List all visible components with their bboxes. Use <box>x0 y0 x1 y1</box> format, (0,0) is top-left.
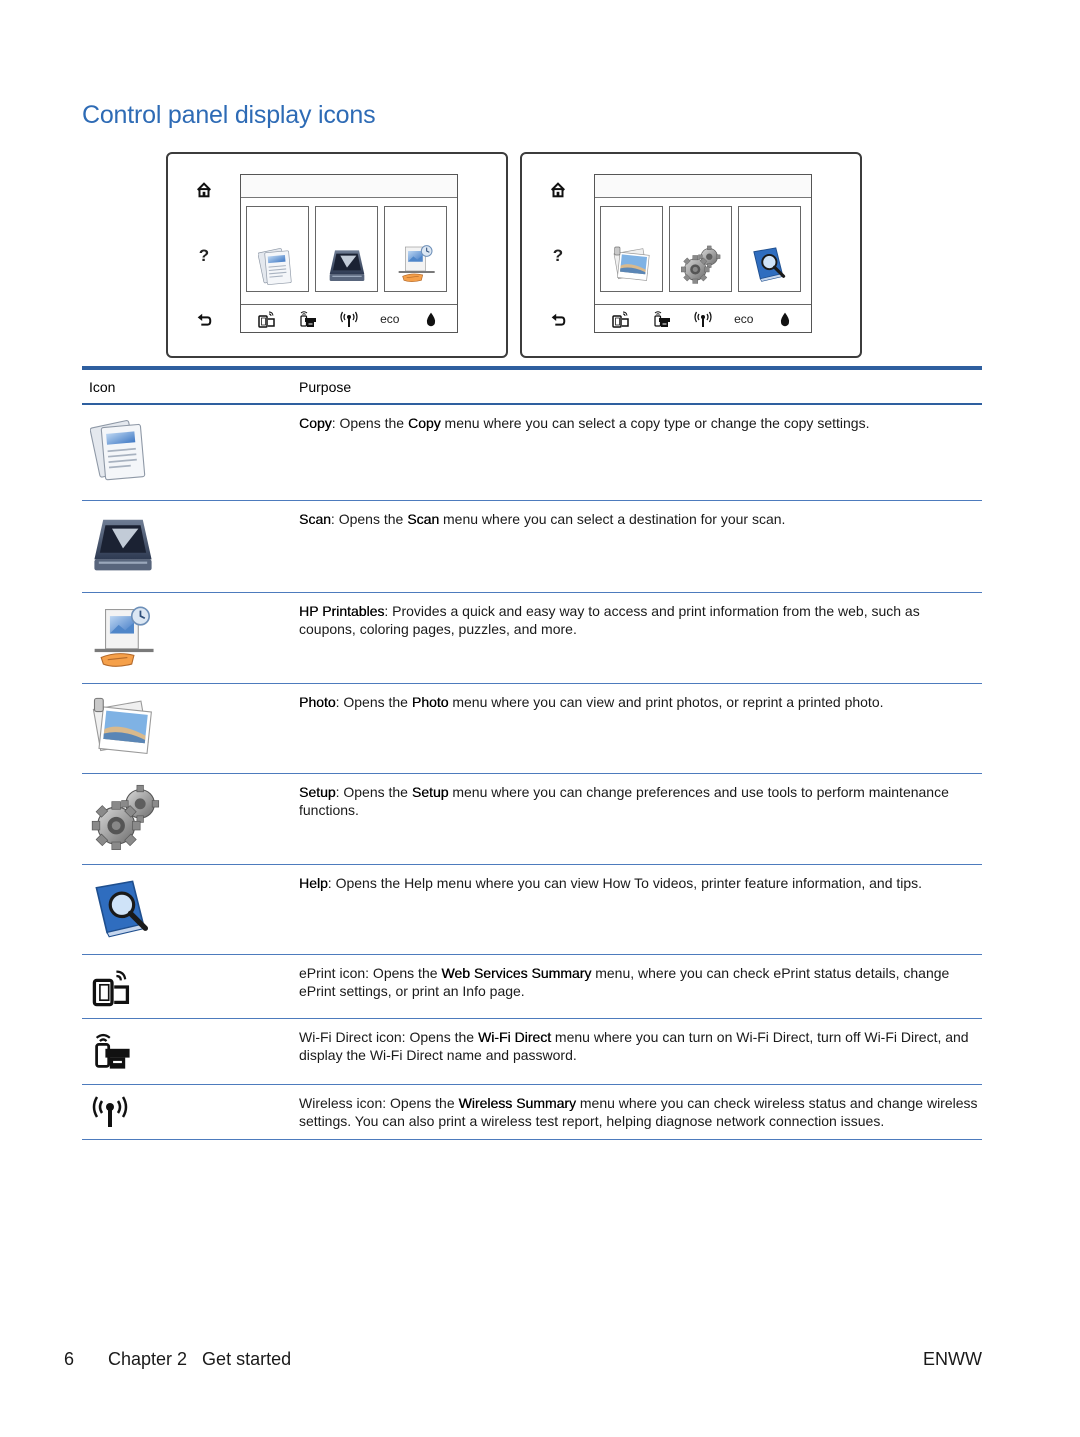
help-book-icon <box>90 875 156 946</box>
column-header-icon: Icon <box>89 379 116 395</box>
description-text: menu, where you can check ePrint status details, change ePrint settings, or print an Info page. <box>299 965 950 999</box>
table-row <box>82 684 982 774</box>
description-text: Wi-Fi Direct icon: Opens the <box>299 1029 478 1045</box>
scan-icon <box>90 511 156 582</box>
wireless-icon <box>339 309 359 329</box>
photo-icon <box>90 694 156 767</box>
panel-screen <box>594 174 812 333</box>
column-header-purpose: Purpose <box>299 379 352 395</box>
eprint-icon <box>611 309 631 329</box>
table-row <box>82 1019 982 1085</box>
ink-icon <box>421 309 441 329</box>
menu-name-emphasis: Photo <box>299 694 336 710</box>
copy-icon <box>90 415 156 492</box>
description-text: menu where you can view and print photos, or reprint a printed photo. <box>448 694 884 710</box>
menu-name-emphasis: Setup <box>411 784 449 800</box>
description-text: menu where you can turn on Wi-Fi Direct, turn off Wi-Fi Direct, and display the Wi-Fi Direct name and password. <box>299 1029 969 1063</box>
home-icon <box>195 181 213 199</box>
table-row <box>82 405 982 501</box>
row-description <box>299 693 979 711</box>
description-text: menu where you can select a destination for your scan. <box>439 511 786 527</box>
menu-name-emphasis: Wireless Summary <box>458 1095 576 1111</box>
eprint-icon <box>90 965 134 1014</box>
table-row <box>82 865 982 955</box>
help-tile <box>738 206 801 292</box>
screen-header <box>595 175 811 198</box>
wifi-direct-icon <box>298 309 318 329</box>
footer-locale-code: ENWW <box>923 1349 982 1369</box>
control-panel-illustration-2 <box>520 152 862 358</box>
home-icon <box>549 181 567 199</box>
table-row <box>82 501 982 593</box>
wireless-icon <box>90 1091 130 1136</box>
back-icon <box>549 312 567 330</box>
table-row <box>82 593 982 684</box>
panel-screen <box>240 174 458 333</box>
wifi-direct-icon <box>90 1029 134 1078</box>
screen-status-bar <box>595 304 811 332</box>
description-text: : Opens the Help menu where you can view How To videos, printer feature information, and tips. <box>327 875 923 891</box>
eco-label: eco <box>734 311 754 326</box>
description-text: ePrint icon: Opens the <box>299 965 442 981</box>
setup-tile <box>669 206 732 292</box>
eco-label: eco <box>380 311 400 326</box>
photo-tile <box>600 206 663 292</box>
description-text: : Opens the <box>335 784 412 800</box>
page-number: 6 <box>64 1349 75 1369</box>
description-text: menu where you can select a copy type or change the copy settings. <box>440 415 870 431</box>
control-panel-illustration-1 <box>166 152 508 358</box>
menu-name-emphasis: HP Printables <box>299 603 385 619</box>
wireless-icon <box>693 309 713 329</box>
row-description <box>299 874 979 892</box>
chapter-label: Chapter 2 Get started <box>108 1349 292 1369</box>
menu-name-emphasis: Photo <box>411 694 449 710</box>
description-text: Wireless icon: Opens the <box>299 1095 459 1111</box>
wifi-direct-icon <box>652 309 672 329</box>
screen-header <box>241 175 457 198</box>
ink-icon <box>775 309 795 329</box>
description-text: : Provides a quick and easy way to access and print information from the web, such as coupons, coloring pages, puzzles, and more. <box>299 603 920 637</box>
help-question-icon: ? <box>552 246 564 265</box>
row-description <box>299 602 979 638</box>
menu-name-emphasis: Scan <box>407 511 440 527</box>
table-top-rule <box>82 366 982 370</box>
table-row <box>82 774 982 865</box>
eprint-icon <box>257 309 277 329</box>
table-row <box>82 1085 982 1140</box>
hp-printables-tile <box>384 206 447 292</box>
menu-name-emphasis: Scan <box>299 511 331 527</box>
row-description <box>299 964 979 1000</box>
description-text: : Opens the <box>331 415 408 431</box>
row-description <box>299 510 979 528</box>
screen-status-bar <box>241 304 457 332</box>
menu-name-emphasis: Wi-Fi Direct <box>477 1029 552 1045</box>
menu-name-emphasis: Copy <box>299 415 332 431</box>
page-title: Control panel display icons <box>82 101 376 129</box>
table-row <box>82 955 982 1019</box>
description-text: menu where you can change preferences and use tools to perform maintenance functions. <box>299 784 949 818</box>
help-question-icon: ? <box>198 246 210 265</box>
row-description <box>299 1094 979 1130</box>
back-icon <box>195 312 213 330</box>
row-description <box>299 1028 979 1064</box>
description-text: menu where you can check wireless status and change wireless settings. You can also print a wireless test report, helping diagnose network connection issues. <box>299 1095 978 1129</box>
menu-name-emphasis: Web Services Summary <box>441 965 592 981</box>
setup-gears-icon <box>90 784 162 857</box>
copy-tile <box>246 206 309 292</box>
menu-name-emphasis: Setup <box>299 784 336 800</box>
description-text: : Opens the <box>330 511 408 527</box>
description-text: : Opens the <box>335 694 412 710</box>
menu-name-emphasis: Copy <box>407 415 441 431</box>
hp-printables-icon <box>90 603 156 680</box>
row-description <box>299 783 979 819</box>
row-description <box>299 414 979 432</box>
menu-name-emphasis: Help <box>299 875 328 891</box>
scan-tile <box>315 206 378 292</box>
